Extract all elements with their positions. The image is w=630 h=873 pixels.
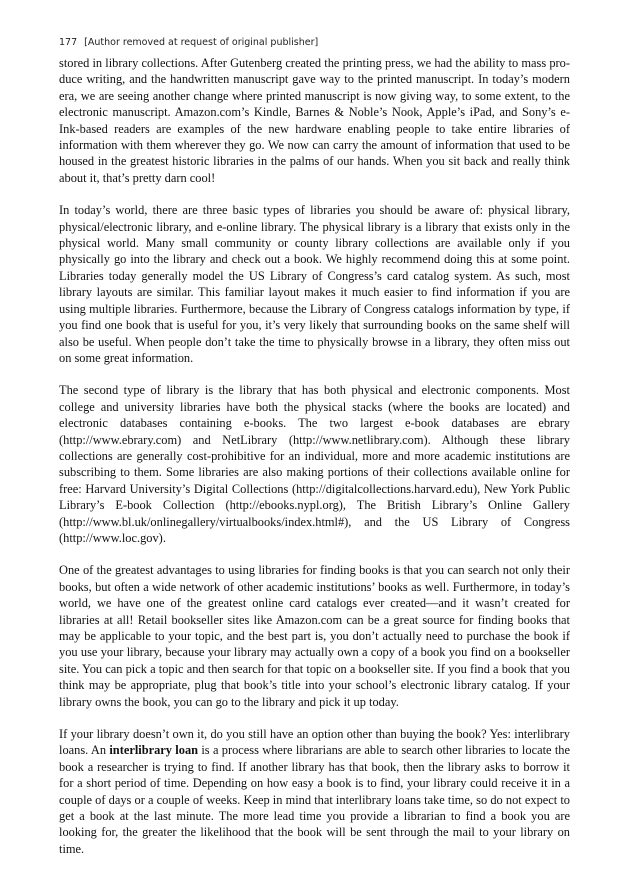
paragraph-5	[59, 726, 570, 857]
paragraph-5-end: is a process where librarians are able to search other libraries to locate the book a researcher is trying to find. If another library has that book, then the library asks to borrow it for a short period of time. Depending on how easy a book is to find, your library could receive it in a couple of days or a couple of weeks. Keep in mind that interlibrary loans take time, so do not expect to get a book at the last minute. The more lead time you provide a librarian to find a book you are looking for, the greater the likelihood that the book will be sent through the mail to your library on time.	[59, 743, 570, 856]
running-header	[59, 37, 318, 48]
page-number: 177	[59, 37, 78, 48]
paragraph-2: In today’s world, there are three basic types of libraries you should be aware of: physical library, physical/electronic library, and e-online library. The physical library is a library that exists only in the physical world. Many small community or county library collections are available only if you physically go into the library and check out a book. We highly recommend doing this at some point. Libraries today generally model the US Library of Congress’s card catalog system. As such, most library layouts are similar. This familiar layout makes it much easier to find information if you are using multiple libraries. Furthermore, because the Library of Congress catalogs information by type, if you find one book that is useful for you, it’s very likely that surrounding books on the same shelf will also be useful. When people don’t take the time to physically browse in a library, they often miss out on some great information.	[59, 203, 570, 365]
paragraph-1: stored in library collections. After Gutenberg created the printing press, we had the ability to mass produce writing, and the handwritten manuscript gave way to the printed manuscript. In today’s modern era, we are seeing another change where printed manuscript is now giving way, to some extent, to the electronic manuscript. Amazon.com’s Kindle, Barnes & Noble’s Nook, Apple’s iPad, and Sony’s e-Ink-based readers are examples of the new hardware enabling people to take entire libraries of information with them wherever they go. We now can carry the amount of information that used to be housed in the greatest historic libraries in the palms of our hands. When you sit back and really think about it, that’s pretty darn cool!	[59, 56, 570, 185]
author-note: [Author removed at request of original publisher]	[84, 37, 319, 48]
key-term-interlibrary-loan: interlibrary loan	[109, 743, 199, 758]
body-text	[59, 55, 570, 873]
paragraph-4: One of the greatest advantages to using libraries for finding books is that you can search not only their books, but often a wide network of other academic institutions’ books as well. Furthermore, in today’s world, we have one of the greatest online card catalogs ever created—and it wasn’t created for libraries at all! Retail bookseller sites like Amazon.com can be a great source for finding books that may be applicable to your topic, and the best part is, you don’t actually need to purchase the book if you use your library, because your library may actually own a copy of a book you find on a bookseller site. You can pick a topic and then search for that topic on a bookseller site. If you find a book that you think may be appropriate, plug that book’s title into your school’s electronic library catalog. If your library owns the book, you can go to the library and pick it up today.	[59, 563, 570, 709]
paragraph-3: The second type of library is the library that has both physical and electronic components. Most college and university libraries have both the physical stacks (where the books are located) and electronic databases containing e-books. The two largest e-book databases are ebrary (http://www.ebrary.com) and NetLibrary (http://www.netlibrary.com). Although these library collections are generally cost-prohibitive for an individual, more and more academic institutions are subscribing to them. Some libraries are also making portions of their collections available online for free: Harvard University’s Digital Collections (http://digitalcollections.harvard.edu), New York Public Library’s E-book Collection (http://ebooks.nypl.org), The British Library’s Online Gallery (http://www.bl.uk/onlinegallery/virtualbooks/index.html#), and the US Library of Congress (http://www.loc.gov).	[59, 383, 570, 545]
paragraph-5-start: If your library doesn’t own it, do you still have an option other than buying the book? Yes: interlibrary loans. An	[59, 727, 570, 758]
